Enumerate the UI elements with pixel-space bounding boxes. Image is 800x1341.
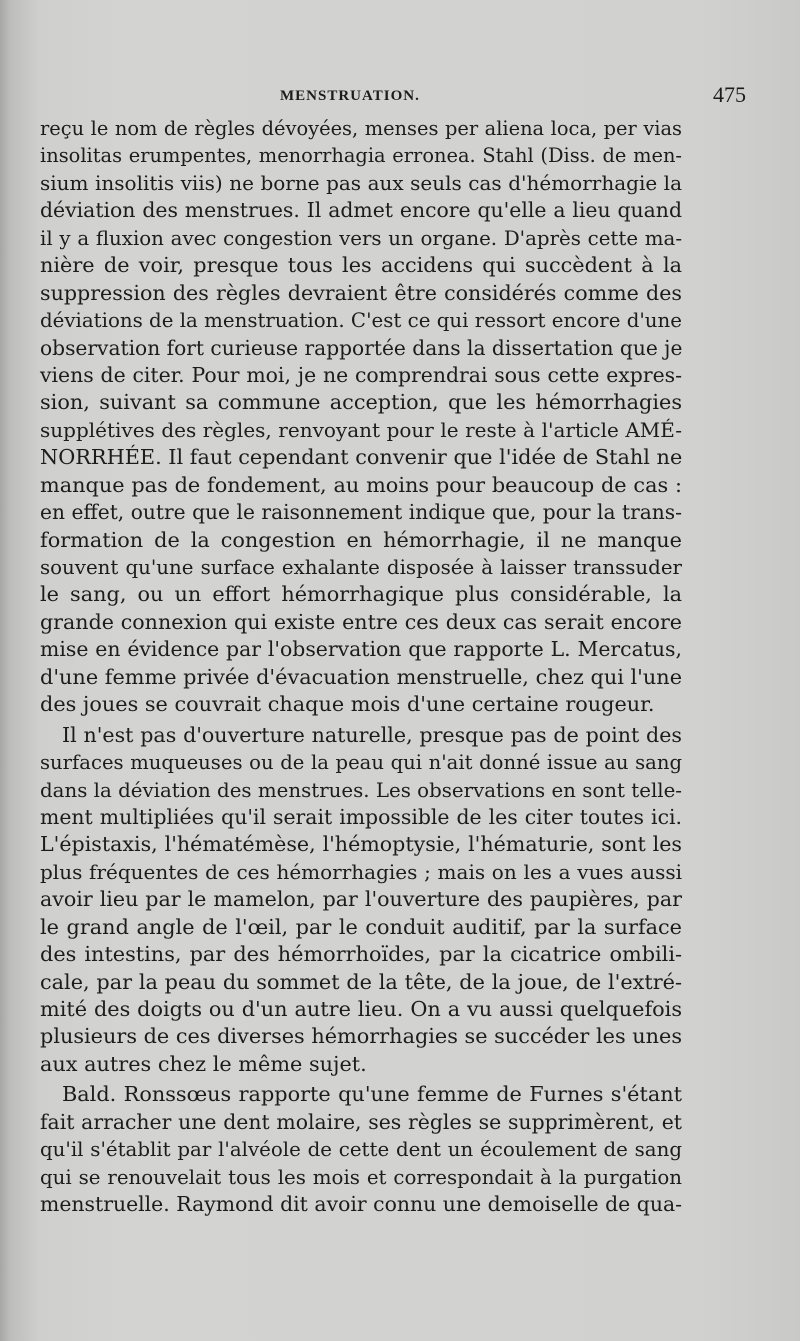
text-line: il y a fluxion avec congestion vers un organe. D'après cette ma-: [40, 226, 682, 250]
text-line: plusieurs de ces diverses hémorrhagies se succéder les unes: [40, 1024, 682, 1049]
text-line: qui se renouvelait tous les mois et correspondait à la purgation: [40, 1165, 682, 1189]
text-line: grande connexion qui existe entre ces deux cas serait encore: [40, 609, 682, 634]
text-line: observation fort curieuse rapportée dans la dissertation que je: [40, 335, 683, 360]
text-line: mité des doigts ou d'un autre lieu. On a vu aussi quelquefois: [40, 997, 682, 1021]
paragraph-start-line: Bald. Ronssœus rapporte qu'une femme de Furnes s'étant: [62, 1082, 682, 1107]
text-line: mise en évidence par l'observation que rapporte L. Mercatus,: [40, 637, 682, 662]
page-header: [40, 82, 746, 110]
text-line: des intestins, par des hémorrhoïdes, par la cicatrice ombili-: [40, 942, 682, 967]
text-line: sion, suivant sa commune acception, que les hémorrhagies: [40, 390, 682, 415]
text-line: NORRHÉE. Il faut cependant convenir que l'idée de Stahl ne: [40, 445, 683, 470]
text-line: dans la déviation des menstrues. Les observations en sont telle-: [40, 778, 682, 802]
text-line: qu'il s'établit par l'alvéole de cette dent un écoulement de sang: [40, 1138, 682, 1162]
text-line: supplétives des règles, renvoyant pour le reste à l'article AMÉ-: [40, 417, 682, 442]
text-line: déviations de la menstruation. C'est ce qui ressort encore d'une: [40, 309, 682, 333]
text-line: menstruelle. Raymond dit avoir connu une demoiselle de qua-: [40, 1192, 682, 1217]
text-line: nière de voir, presque tous les accidens qui succèdent à la: [40, 253, 682, 278]
text-line: manque pas de fondement, au moins pour beaucoup de cas :: [40, 472, 682, 497]
text-line: aux autres chez le même sujet.: [40, 1051, 367, 1076]
text-line: souvent qu'une surface exhalante disposée à laisser transsuder: [40, 556, 682, 579]
text-line: ment multipliées qu'il serait impossible de les citer toutes ici.: [40, 804, 682, 829]
text-line: déviation des menstrues. Il admet encore qu'elle a lieu quand: [40, 198, 682, 223]
body-text: [40, 115, 682, 1219]
text-line: le sang, ou un effort hémorrhagique plus considérable, la: [40, 582, 682, 607]
text-line: en effet, outre que le raisonnement indique que, pour la trans-: [40, 500, 682, 525]
text-line: avoir lieu par le mamelon, par l'ouverture des paupières, par: [40, 887, 682, 912]
text-line: suppression des règles devraient être considérés comme des: [40, 280, 682, 305]
text-line: viens de citer. Pour moi, je ne comprendrai sous cette expres-: [40, 362, 682, 387]
text-line: fait arracher une dent molaire, ses règles se supprimèrent, et: [40, 1109, 682, 1134]
text-line: sium insolitis viis) ne borne pas aux seuls cas d'hémorrhagie la: [40, 170, 682, 195]
page-number: 475: [713, 82, 746, 107]
text-line: plus fréquentes de ces hémorrhagies ; mais on les a vues aussi: [40, 859, 682, 884]
text-line: L'épistaxis, l'hématémèse, l'hémoptysie, l'hématurie, sont les: [40, 832, 682, 857]
paragraph-start-line: Il n'est pas d'ouverture naturelle, presque pas de point des: [62, 722, 682, 747]
text-line: des joues se couvrait chaque mois d'une certaine rougeur.: [40, 692, 655, 717]
text-line: reçu le nom de règles dévoyées, menses per aliena loca, per vias: [40, 117, 682, 140]
text-line: d'une femme privée d'évacuation menstruelle, chez qui l'une: [40, 664, 682, 689]
text-line: surfaces muqueuses ou de la peau qui n'ait donné issue au sang: [40, 751, 682, 775]
text-line: le grand angle de l'œil, par le conduit auditif, par la surface: [40, 914, 682, 939]
running-head: MENSTRUATION.: [280, 88, 420, 104]
text-line: insolitas erumpentes, menorrhagia erronea. Stahl (Diss. de men-: [40, 144, 682, 168]
text-line: cale, par la peau du sommet de la tête, de la joue, de l'extré-: [40, 969, 682, 994]
text-line: formation de la congestion en hémorrhagie, il ne manque: [40, 527, 682, 552]
